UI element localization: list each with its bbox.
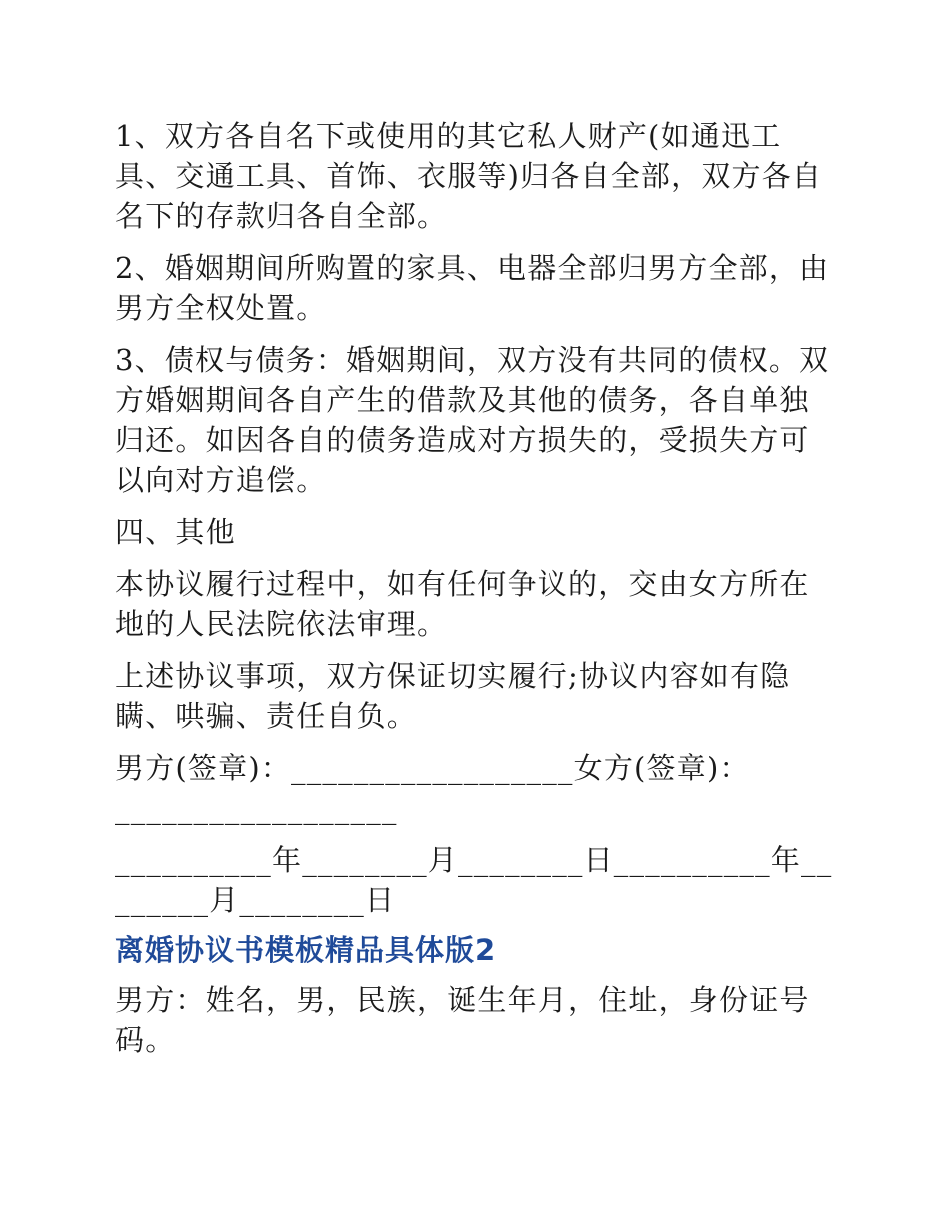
clause-guarantee: 上述协议事项，双方保证切实履行;协议内容如有隐瞒、哄骗、责任自负。	[115, 659, 791, 733]
female-signature-label: 女方(签章)：	[573, 751, 750, 785]
date-line: __________年________月________日__________年________月________日	[115, 843, 833, 917]
document-page	[115, 116, 835, 1072]
female-signature-blank: __________________	[115, 791, 398, 825]
clause-dispute: 本协议履行过程中，如有任何争议的，交由女方所在地的人民法院依法审理。	[115, 567, 810, 641]
clause-3: 3、债权与债务：婚姻期间，双方没有共同的债权。双方婚姻期间各自产生的借款及其他的债务，各自单独归还。如因各自的债务造成对方损失的，受损失方可以向对方追偿。	[115, 343, 830, 497]
clause-2: 2、婚姻期间所购置的家具、电器全部归男方全部，由男方全权处置。	[115, 251, 830, 325]
male-signature-label: 男方(签章)：	[115, 751, 292, 785]
party-male-info: 男方：姓名，男，民族，诞生年月，住址，身份证号码。	[115, 983, 810, 1057]
heading-other: 四、其他	[115, 515, 236, 549]
section-title: 离婚协议书模板精品具体版2	[115, 933, 497, 967]
male-signature-blank: __________________	[291, 751, 574, 785]
signature-line	[115, 748, 835, 828]
clause-1: 1、双方各自名下或使用的其它私人财产(如通迅工具、交通工具、首饰、衣服等)归各自全部，双方各自名下的存款归各自全部。	[115, 119, 823, 233]
